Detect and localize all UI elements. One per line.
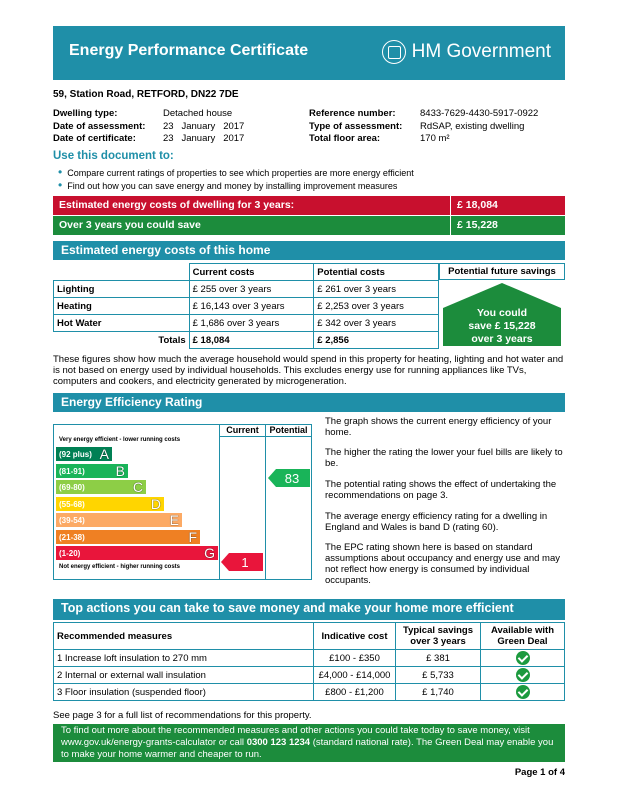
row-label: Heating: [54, 298, 190, 315]
table-header-row: [54, 264, 439, 281]
measure-cell: 3 Floor insulation (suspended floor): [54, 684, 314, 701]
total-current: £ 18,084: [189, 332, 314, 349]
bullet-icon: •: [58, 165, 63, 179]
potential-cell: £ 2,253 over 3 years: [314, 298, 439, 315]
eer-text-2: The higher the rating the lower your fuel bills are likely to be.: [325, 447, 563, 469]
dwelling-type-value: Detached house: [163, 108, 233, 119]
details-left: [53, 108, 244, 146]
table-header-row: [54, 623, 565, 650]
current-cell: £ 16,143 over 3 years: [189, 298, 314, 315]
certificate-date-label: Date of certificate:: [53, 133, 136, 144]
bullet-icon: •: [58, 178, 63, 192]
phone-number: 0300 123 1234: [246, 737, 311, 748]
reference-value: 8433-7629-4430-5917-0922: [420, 108, 539, 119]
checkmark-icon: [516, 668, 530, 682]
saving-cell: £ 381: [396, 650, 481, 667]
band-range: (92 plus): [59, 450, 92, 459]
table-row: [54, 281, 439, 298]
current-header: Current: [226, 425, 259, 435]
band-letter: C: [132, 479, 143, 495]
savings-arrow: [439, 280, 565, 350]
totals-label: Totals: [54, 332, 190, 349]
hm-government-text: HM Government: [411, 41, 551, 62]
green-deal-info-box: [53, 724, 565, 762]
potential-costs-header: Potential costs: [314, 264, 439, 281]
savings-label: Over 3 years you could save: [59, 219, 201, 231]
hm-government-logo: [382, 40, 551, 64]
checkmark-icon: [516, 685, 530, 699]
band-range: (21-38): [59, 532, 85, 542]
savings-value: £ 15,228: [450, 216, 498, 235]
rating-band-c: [56, 480, 146, 494]
band-range: (55-68): [59, 499, 85, 509]
rating-band-b: [56, 464, 128, 478]
reference-label: Reference number:: [309, 108, 396, 119]
eer-heading: [53, 393, 565, 412]
band-range: (1-20): [59, 549, 81, 558]
cost-header: Indicative cost: [314, 623, 396, 650]
current-rating-value: 1: [241, 555, 249, 570]
band-letter: B: [115, 462, 125, 479]
potential-rating-arrow: [268, 469, 312, 487]
table-row: [54, 667, 565, 684]
band-letter: G: [204, 545, 215, 561]
green-deal-cell: [481, 650, 565, 667]
actions-heading-text: Top actions you can take to save money and make your home more efficient: [61, 601, 514, 615]
band-letter: F: [188, 528, 197, 545]
rating-band-e: [56, 513, 182, 527]
estimated-cost-bar: [53, 196, 565, 215]
see-page-note: See page 3 for a full list of recommendations for this property.: [53, 710, 312, 721]
measure-cell: 2 Internal or external wall insulation: [54, 667, 314, 684]
eer-text-5: The EPC rating shown here is based on standard assumptions about occupancy and energy use and may not reflect how energy is consumed by individual occupants.: [325, 542, 561, 586]
saving-cell: £ 1,740: [396, 684, 481, 701]
table-row: [54, 315, 439, 332]
bullet-item: [58, 179, 414, 192]
details-right: [309, 108, 538, 146]
measure-cell: 1 Increase loft insulation to 270 mm: [54, 650, 314, 667]
costs-section-heading: [53, 241, 565, 260]
estimated-cost-label: Estimated energy costs of dwelling for 3 years:: [59, 199, 295, 211]
totals-row: [54, 332, 439, 349]
cost-cell: £100 - £350: [314, 650, 396, 667]
use-heading: Use this document to:: [53, 150, 174, 162]
current-cell: £ 255 over 3 years: [189, 281, 314, 298]
savings-bar: [53, 216, 565, 235]
top-efficiency-label: Very energy efficient - lower running costs: [59, 437, 181, 443]
floor-area-label: Total floor area:: [309, 133, 381, 144]
rating-band-f: [56, 530, 200, 544]
future-savings-header: Potential future savings: [439, 263, 565, 280]
band-letter: D: [150, 495, 161, 512]
eer-heading-text: Energy Efficiency Rating: [61, 395, 203, 409]
cost-cell: £4,000 - £14,000: [314, 667, 396, 684]
blank-header: [54, 264, 190, 281]
band-letter: A: [99, 446, 109, 462]
savings-arrow-line1: You could: [477, 307, 527, 319]
potential-cell: £ 261 over 3 years: [314, 281, 439, 298]
header-banner: [53, 26, 565, 80]
potential-column: [265, 424, 312, 580]
certificate-date-value: 23 January 2017: [163, 133, 245, 144]
assessment-date-value: 23 January 2017: [163, 120, 245, 132]
assessment-type-label: Type of assessment:: [309, 120, 403, 132]
eer-text-1: The graph shows the current energy efficiency of your home.: [325, 416, 552, 438]
bullet-text: Compare current ratings of properties to see which properties are more energy efficient: [67, 168, 414, 178]
table-row: [54, 650, 565, 667]
green-deal-header: Available with Green Deal: [481, 623, 565, 650]
cost-cell: £800 - £1,200: [314, 684, 396, 701]
band-range: (69-80): [59, 483, 85, 492]
current-rating-arrow: [221, 553, 265, 571]
rating-band-d: [56, 497, 164, 511]
rating-band-g: [56, 546, 218, 560]
actions-table: [53, 622, 565, 701]
costs-note: These figures show how much the average household would spend in this property for heating, lighting and hot water and is not based on energy used by individual households. This excludes energy use for running appliances like TVs, computers and cookers, and electricity generated by microgeneration.: [53, 354, 564, 387]
header-divider: [219, 436, 312, 437]
current-cell: £ 1,686 over 3 years: [189, 315, 314, 332]
actions-heading: [53, 599, 565, 620]
assessment-type-value: RdSAP, existing dwelling: [420, 120, 525, 132]
table-row: [54, 298, 439, 315]
bottom-efficiency-label: Not energy efficient - higher running costs: [59, 564, 181, 570]
bullet-text: Find out how you can save energy and money by installing improvement measures: [67, 181, 398, 191]
dwelling-type-label: Dwelling type:: [53, 108, 118, 119]
band-range: (39-54): [59, 516, 85, 525]
green-deal-cell: [481, 684, 565, 701]
assessment-date-label: Date of assessment:: [53, 120, 146, 132]
potential-cell: £ 342 over 3 years: [314, 315, 439, 332]
eer-text-4: The average energy efficiency rating for a dwelling in England and Wales is band D (rating 60).: [325, 511, 548, 533]
total-potential: £ 2,856: [314, 332, 439, 349]
costs-table: [53, 263, 439, 349]
green-deal-cell: [481, 667, 565, 684]
crest-icon: [382, 40, 406, 64]
measures-header: Recommended measures: [54, 623, 314, 650]
band-range: (81-91): [59, 466, 85, 476]
savings-header: Typical savings over 3 years: [396, 623, 481, 650]
row-label: Lighting: [54, 281, 190, 298]
saving-cell: £ 5,733: [396, 667, 481, 684]
potential-rating-value: 83: [284, 471, 300, 486]
table-row: [54, 684, 565, 701]
costs-heading-text: Estimated energy costs of this home: [61, 243, 271, 257]
eer-chart: [53, 412, 312, 580]
use-bullets: [58, 166, 414, 192]
checkmark-icon: [516, 651, 530, 665]
rating-band-a: [56, 447, 112, 461]
page-number: Page 1 of 4: [514, 767, 565, 778]
current-costs-header: Current costs: [189, 264, 314, 281]
band-letter: E: [169, 512, 179, 528]
bullet-item: [58, 166, 414, 179]
eer-text-3: The potential rating shows the effect of undertaking the recommendations on page 3.: [325, 479, 557, 501]
certificate-title: Energy Performance Certificate: [69, 42, 309, 59]
savings-arrow-line3: over 3 years: [471, 333, 533, 345]
potential-header: Potential: [269, 425, 308, 435]
row-label: Hot Water: [54, 315, 190, 332]
floor-area-value: 170 m²: [420, 133, 450, 144]
savings-arrow-line2: save £ 15,228: [468, 320, 536, 332]
property-address: 59, Station Road, RETFORD, DN22 7DE: [53, 89, 239, 100]
info-text-2: (standard national rate). The Green Deal may enable you to make your home warmer and cheaper to run.: [61, 737, 554, 760]
info-text-1: To find out more about the recommended measures and other actions you could take today to save money, visit www.gov.uk/energy-grants-calculator or call: [61, 725, 530, 748]
estimated-cost-value: £ 18,084: [450, 196, 498, 215]
